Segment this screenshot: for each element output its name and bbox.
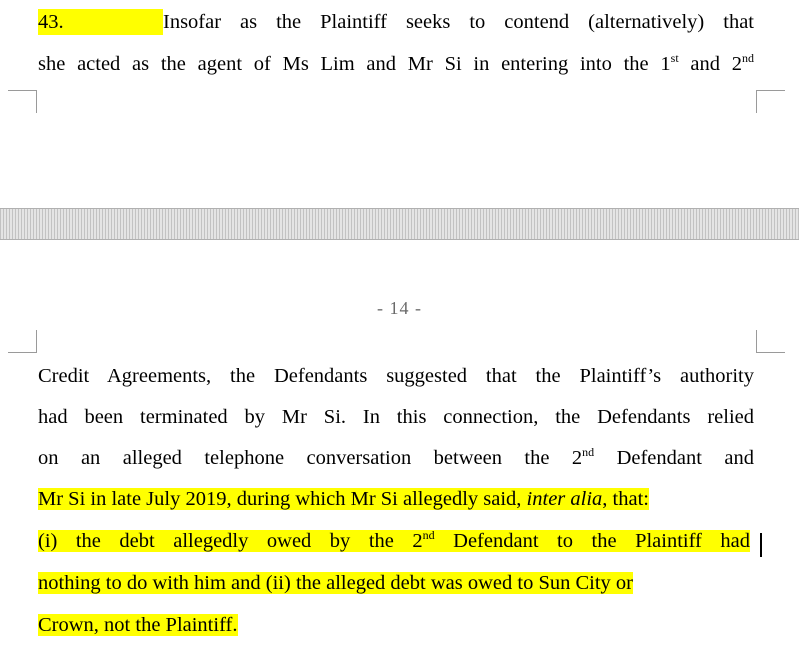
page-break-gap: [0, 208, 799, 240]
continuation-line-5: [38, 528, 750, 554]
continuation-line-6: [38, 570, 633, 596]
superscript: st: [670, 51, 679, 65]
text-segment: , that:: [602, 488, 649, 510]
continuation-line-7: [38, 612, 238, 638]
superscript: nd: [742, 51, 754, 65]
text-cursor: [760, 533, 762, 557]
paragraph-number: 43.: [38, 9, 163, 35]
paragraph-43-line-1: [38, 9, 754, 35]
paragraph-text: Insofar as the Plaintiff seeks to contend (alternatively) that: [163, 11, 754, 33]
highlighted-text: Crown, not the Plaintiff.: [38, 614, 238, 636]
crop-mark-bottom-right: [756, 330, 785, 353]
superscript: nd: [582, 445, 595, 459]
continuation-line-3: [38, 445, 754, 471]
continuation-line-4: [38, 486, 649, 512]
text-segment: Defendant to the Plaintiff had: [434, 530, 750, 552]
text-segment: on an alleged telephone conversation between the 2: [38, 447, 583, 469]
text-segment: she acted as the agent of Ms Lim and Mr Si in entering into the 1: [38, 53, 671, 75]
document-page-top: [0, 0, 799, 208]
highlighted-text: nothing to do with him and (ii) the alleged debt was owed to Sun City or: [38, 572, 633, 594]
crop-mark-top-right: [756, 90, 785, 113]
highlighted-text: [38, 488, 649, 510]
text-segment: had been terminated by Mr Si. In this connection, the Defendants relied: [38, 406, 754, 428]
text-segment: Defendant and: [594, 447, 754, 469]
text-segment: Mr Si in late July 2019, during which Mr Si allegedly said,: [38, 488, 527, 510]
paragraph-43-line-2: [38, 51, 754, 77]
crop-mark-top-left: [8, 90, 37, 113]
text-segment: Credit Agreements, the Defendants suggested that the Plaintiff’s authority: [38, 365, 754, 387]
continuation-line-1: [38, 363, 754, 389]
text-segment: and 2: [678, 53, 742, 75]
superscript: nd: [422, 528, 435, 542]
crop-mark-bottom-left: [8, 330, 37, 353]
italic-text: inter alia: [526, 488, 603, 510]
text-segment: (i) the debt allegedly owed by the 2: [38, 530, 423, 552]
page-number: - 14 -: [377, 298, 422, 318]
continuation-line-2: [38, 404, 754, 430]
highlighted-text: [38, 530, 750, 552]
